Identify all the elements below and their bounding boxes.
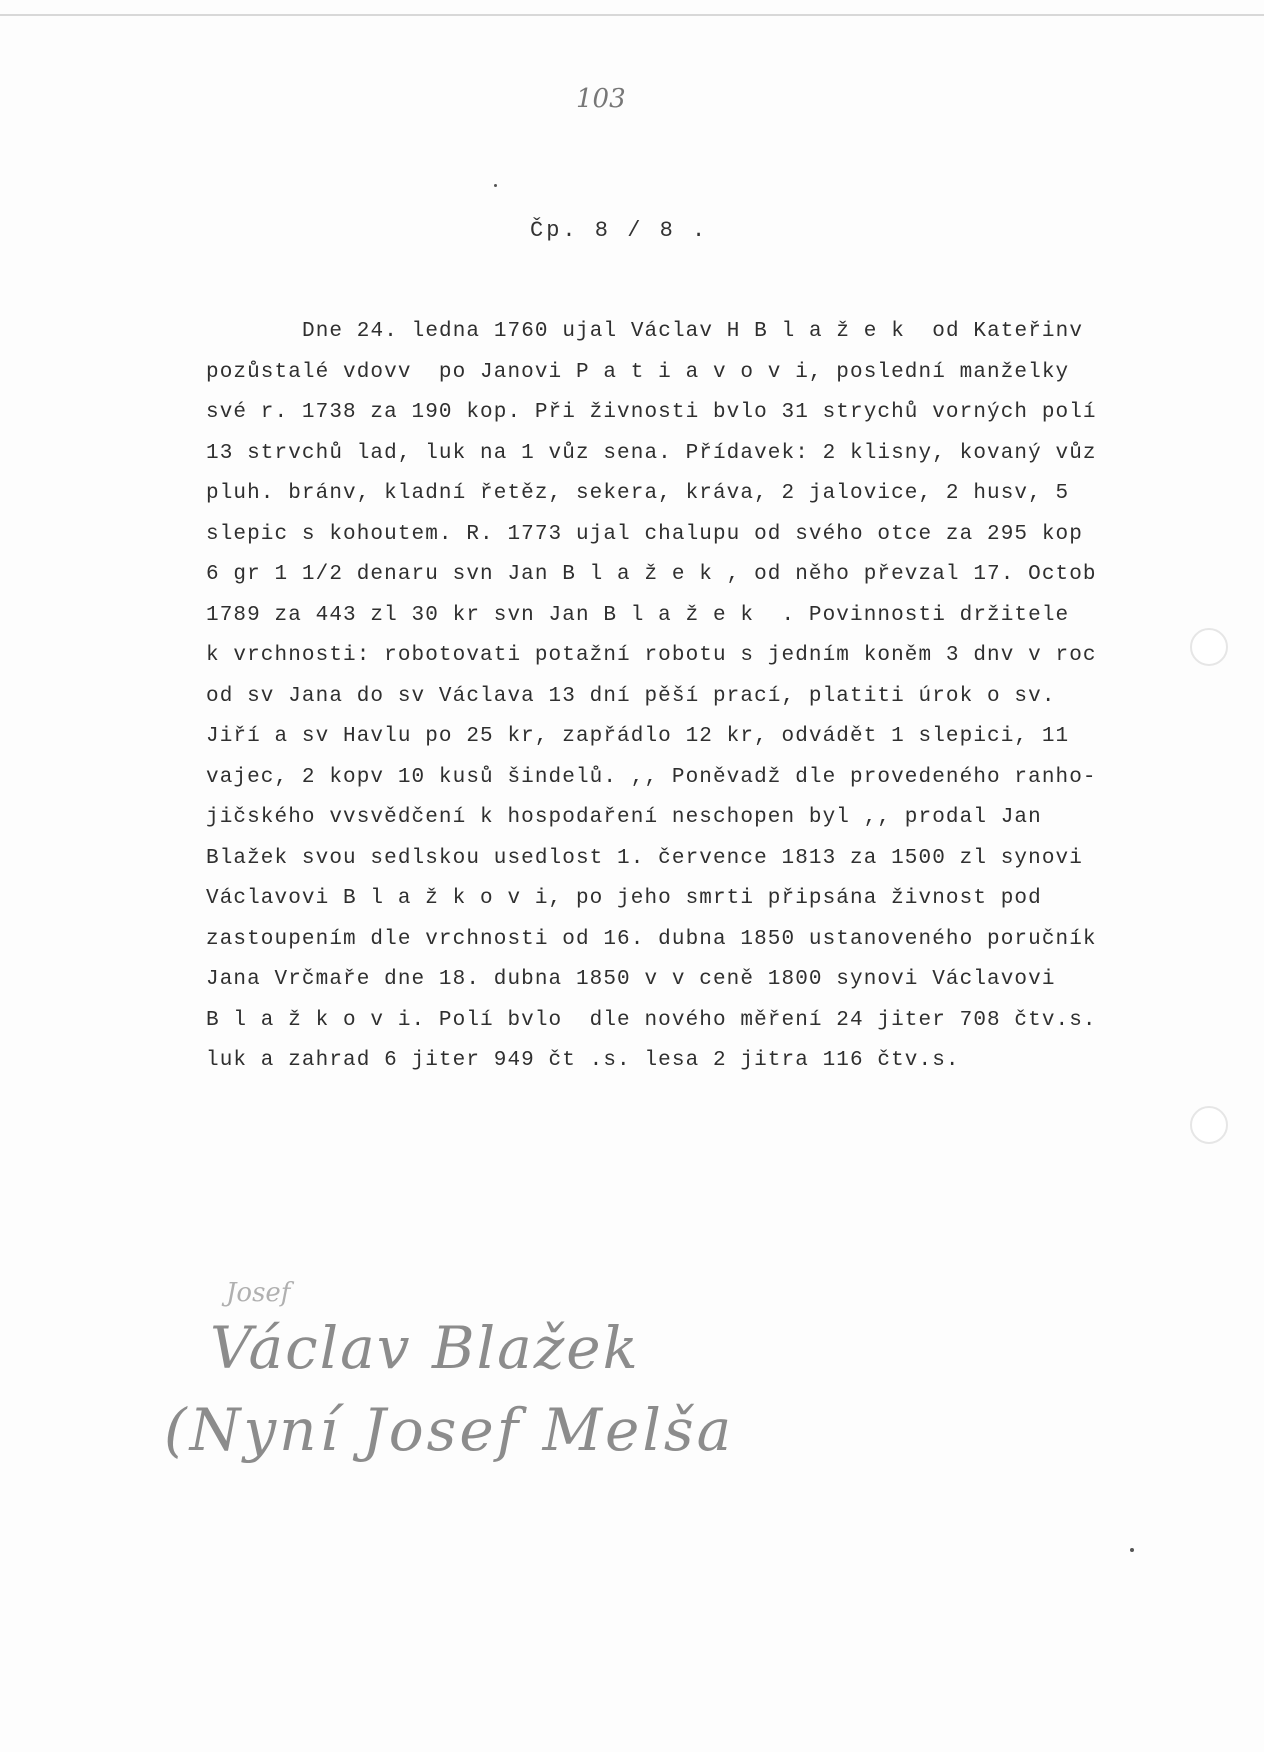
- text-line: Dne 24. ledna 1760 ujal Václav H B l a ž e k od Kateřinv: [302, 320, 1084, 343]
- text-line: od sv Jana do sv Václava 13 dní pěší prací, platiti úrok o sv.: [206, 684, 1056, 708]
- faint-pencil-note: Josef: [226, 1278, 291, 1308]
- text-line: jičského vvsvědčení k hospodaření neschopen byl ,, prodal Jan: [206, 806, 1042, 829]
- handwritten-owner-name: Václav Blažek: [210, 1314, 640, 1382]
- text-line: slepic s kohoutem. R. 1773 ujal chalupu od svého otce za 295 kop: [206, 522, 1083, 546]
- text-line: k vrchnosti: robotovati potažní robotu s jedním koněm 3 dnv v roc: [206, 644, 1097, 667]
- text-line: 6 gr 1 1/2 denaru svn Jan B l a ž e k , od něho převzal 17. Octob: [206, 563, 1097, 586]
- punch-hole: [1190, 1106, 1228, 1144]
- text-line: Jiří a sv Havlu po 25 kr, zapřádlo 12 kr, odvádět 1 slepici, 11: [206, 725, 1070, 748]
- text-line: vajec, 2 kopv 10 kusů šindelů. ,, Poněvadž dle provedeného ranho-: [206, 765, 1097, 789]
- handwritten-annotation: [164, 1278, 735, 1464]
- text-line: 1789 za 443 zl 30 kr svn Jan B l a ž e k . Povinnosti držitele: [206, 603, 1070, 627]
- text-line: luk a zahrad 6 jiter 949 čt .s. lesa 2 jitra 116 čtv.s.: [206, 1049, 960, 1072]
- ink-speck: [1130, 1548, 1134, 1552]
- house-number-heading: Čp. 8 / 8 .: [530, 218, 709, 243]
- text-line: Jana Vrčmaře dne 18. dubna 1850 v v ceně 1800 synovi Václavovi: [206, 968, 1056, 991]
- text-line: B l a ž k o v i. Polí bvlo dle nového měření 24 jiter 708 čtv.s.: [206, 1008, 1097, 1032]
- text-line: 13 strvchů lad, luk na 1 vůz sena. Přídavek: 2 klisny, kovaný vůz: [206, 441, 1097, 465]
- text-line: zastoupením dle vrchnosti od 16. dubna 1850 ustanoveného poručník: [206, 927, 1097, 951]
- typed-record-text: [206, 312, 1206, 1082]
- ink-speck: [494, 184, 497, 187]
- text-line: Václavovi B l a ž k o v i, po jeho smrti připsána živnost pod: [206, 887, 1042, 910]
- handwritten-current-owner: (Nyní Josef Melša: [164, 1396, 735, 1464]
- scan-top-edge: [0, 0, 1264, 16]
- text-line: pluh. bránv, kladní řetěz, sekera, kráva, 2 jalovice, 2 husv, 5: [206, 482, 1070, 505]
- text-line: Blažek svou sedlskou usedlost 1. července 1813 za 1500 zl synovi: [206, 846, 1083, 870]
- text-line: své r. 1738 za 190 kop. Při živnosti bvlo 31 strychů vorných polí: [206, 401, 1097, 424]
- text-line: pozůstalé vdovv po Janovi P a t i a v o v i, poslední manželky: [206, 360, 1070, 384]
- handwritten-page-number: 103: [576, 84, 626, 114]
